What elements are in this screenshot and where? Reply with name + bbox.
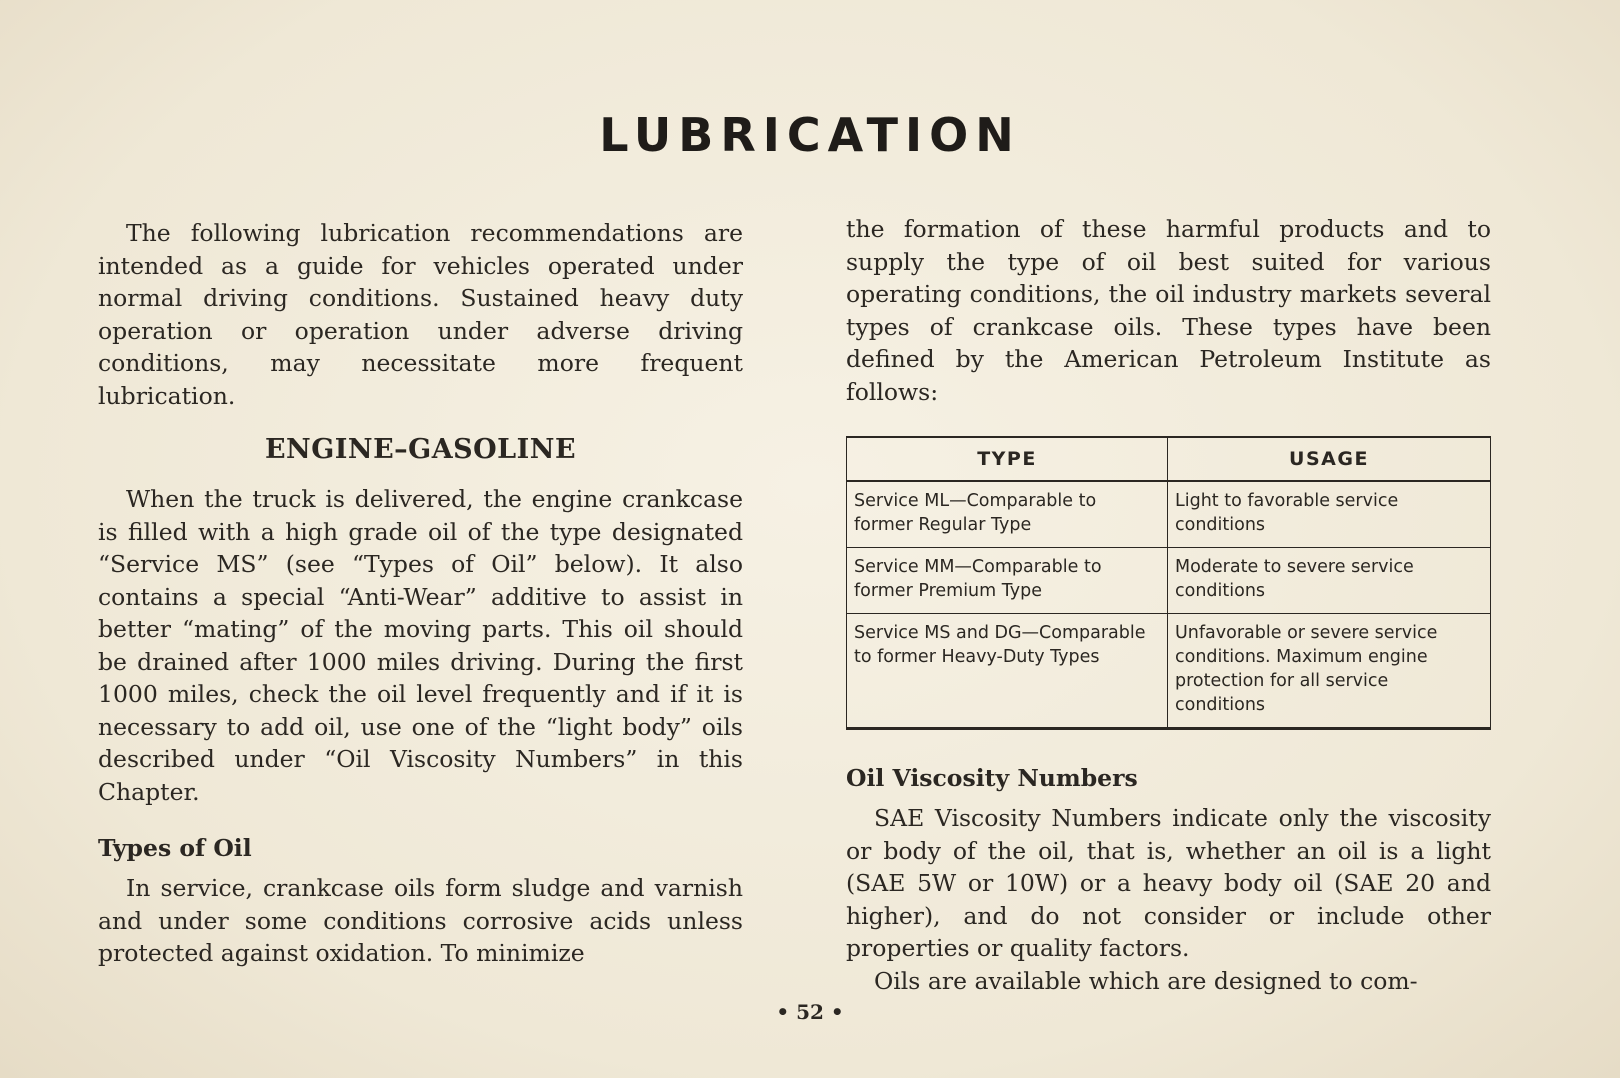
table-cell-type: Service MM—Comparable to former Premium Type [847,548,1168,614]
table-row [847,614,1491,729]
oil-service-table [846,436,1491,730]
page-title: LUBRICATION [599,108,1021,162]
oil-viscosity-heading: Oil Viscosity Numbers [846,764,1138,792]
intro-paragraph: The following lubrication recommendations are intended as a guide for vehicles operated under normal driving conditions. Sustained heavy duty operation or operation under adverse driving conditions, may necessitate more frequent lubrication. [98,219,743,410]
continuation-paragraph: the formation of these harmful products and to supply the type of oil best suited for various operating conditions, the oil industry markets several types of crankcase oils. These types have been defined by the American Petroleum Institute as follows: [846,215,1491,406]
table-header-row [847,437,1491,481]
types-of-oil-heading: Types of Oil [98,834,252,862]
table-cell-usage: Light to favorable service conditions [1168,481,1491,548]
right-column [846,213,1491,997]
types-of-oil-paragraph: In service, crankcase oils form sludge and varnish and under some conditions corrosive acids unless protected against oxidation. To minimize [98,874,743,967]
engine-gasoline-heading: ENGINE–GASOLINE [264,434,577,465]
table-cell-type: Service MS and DG—Comparable to former Heavy-Duty Types [847,614,1168,729]
table-header-type: TYPE [847,437,1168,481]
left-column [98,217,743,970]
table-cell-type: Service ML—Comparable to former Regular Type [847,481,1168,548]
table-row [847,481,1491,548]
viscosity-paragraph: SAE Viscosity Numbers indicate only the viscosity or body of the oil, that is, whether an oil is a light (SAE 5W or 10W) or a heavy body oil (SAE 20 and higher), and do not consider or include other properties or quality factors. [846,804,1491,962]
oils-available-paragraph: Oils are available which are designed to com- [874,966,1418,995]
table-row [847,548,1491,614]
table-cell-usage: Unfavorable or severe service conditions. Maximum engine protection for all service conditions [1168,614,1491,729]
table-cell-usage: Moderate to severe service conditions [1168,548,1491,614]
engine-paragraph: When the truck is delivered, the engine crankcase is filled with a high grade oil of the type designated “Service MS” (see “Types of Oil” below). It also contains a special “Anti-Wear” additive to assist in better “mating” of the moving parts. This oil should be drained after 1000 miles driving. During the first 1000 miles, check the oil level frequently and if it is necessary to add oil, use one of the “light body” oils described under “Oil Viscosity Numbers” in this Chapter. [98,485,743,806]
table-header-usage: USAGE [1168,437,1491,481]
page-number: • 52 • [776,1000,844,1024]
